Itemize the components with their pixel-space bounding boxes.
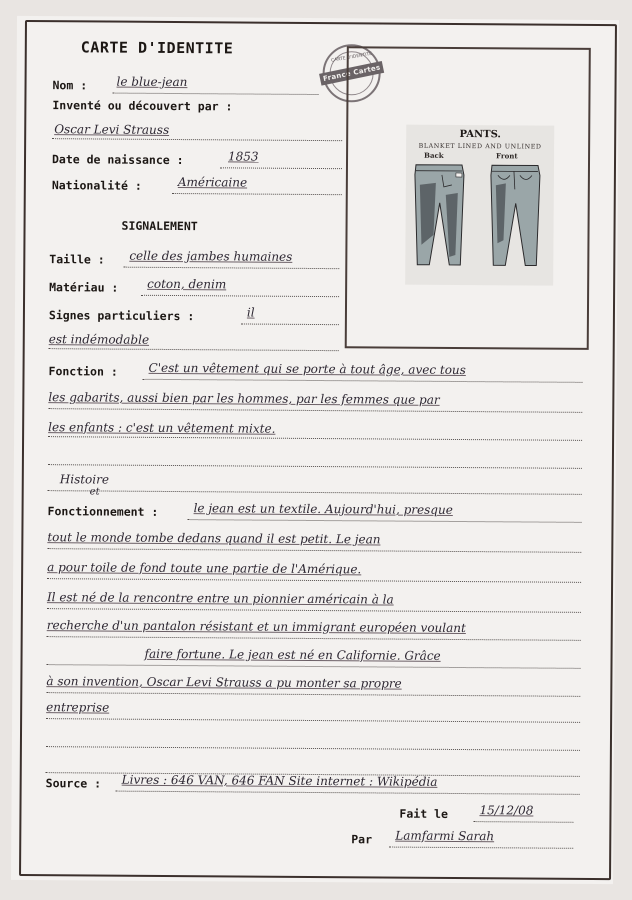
nationalite-value: Américaine [177, 175, 248, 190]
pants-front-label: Front [496, 151, 518, 161]
fonction-line-1: C'est un vêtement qui se porte à tout âge, avec tous [148, 360, 466, 378]
signalement-heading: SIGNALEMENT [121, 218, 198, 234]
histoire-line-2: tout le monde tombe dedans quand il est petit. Le jean [47, 530, 381, 547]
source-label: Source : [45, 776, 102, 791]
pants-title: PANTS. [459, 129, 501, 141]
signes-label: Signes particuliers : [48, 308, 195, 324]
pants-illustration [405, 125, 554, 286]
invente-value: Oscar Levi Strauss [54, 122, 170, 137]
naissance-label: Date de naissance : [51, 152, 184, 168]
invente-label: Inventé ou découvert par : [52, 98, 233, 114]
fonction-line-2: les gabarits, aussi bien par les hommes, par les femmes que par [48, 390, 440, 407]
stamp-arc-text: CARTE D'IDENTITE [330, 51, 373, 64]
histoire-line-1: le jean est un textile. Aujourd'hui, presque [193, 501, 453, 517]
histoire-line-7: à son invention, Oscar Levi Strauss a pu monter sa propre [46, 674, 402, 691]
histoire-line-5: recherche d'un pantalon résistant et un immigrant européen voulant [46, 618, 466, 636]
histoire-line-4: Il est né de la rencontre entre un pionnier américain à la [46, 590, 394, 607]
nom-value: le blue-jean [116, 74, 188, 90]
fonction-line-3: les enfants : c'est un vêtement mixte. [48, 420, 276, 436]
histoire-line-3: a pour toile de fond toute une partie de l'Amérique. [47, 560, 362, 577]
histoire-word: Histoire [59, 472, 110, 487]
photo-box [345, 46, 591, 350]
histoire-line-6: faire fortune. Le jean est né en Californie. Grâce [144, 646, 441, 663]
materiau-value: coton, denim [147, 276, 227, 292]
source-value: Livres : 646 VAN, 646 FAN Site internet : Wikipédia [121, 772, 438, 789]
histoire-line-8: entreprise [46, 700, 110, 715]
taille-value: celle des jambes humaines [129, 248, 293, 264]
fait-value: 15/12/08 [479, 803, 534, 818]
id-card-sheet [11, 16, 619, 884]
signes-value-1: il [246, 305, 255, 320]
stamp-band-text: France Cartes [319, 61, 384, 86]
nationalite-label: Nationalité : [51, 178, 142, 193]
histoire-et: et [89, 486, 100, 498]
nom-label: Nom : [52, 78, 88, 93]
signes-value-2: est indémodable [48, 332, 150, 347]
naissance-value: 1853 [227, 149, 259, 164]
fait-label: Fait le [399, 806, 448, 821]
jeans-icon [405, 125, 554, 286]
par-label: Par [351, 832, 373, 847]
par-value: Lamfarmi Sarah [395, 828, 495, 844]
taille-label: Taille : [49, 252, 105, 267]
materiau-label: Matériau : [49, 280, 119, 295]
fonction-label: Fonction : [48, 364, 118, 379]
pants-back-label: Back [424, 150, 444, 160]
pants-subtitle: BLANKET LINED AND UNLINED [418, 142, 542, 151]
card-title: CARTE D'IDENTITE [80, 38, 234, 58]
fonctionnement-label: Fonctionnement : [47, 504, 159, 519]
